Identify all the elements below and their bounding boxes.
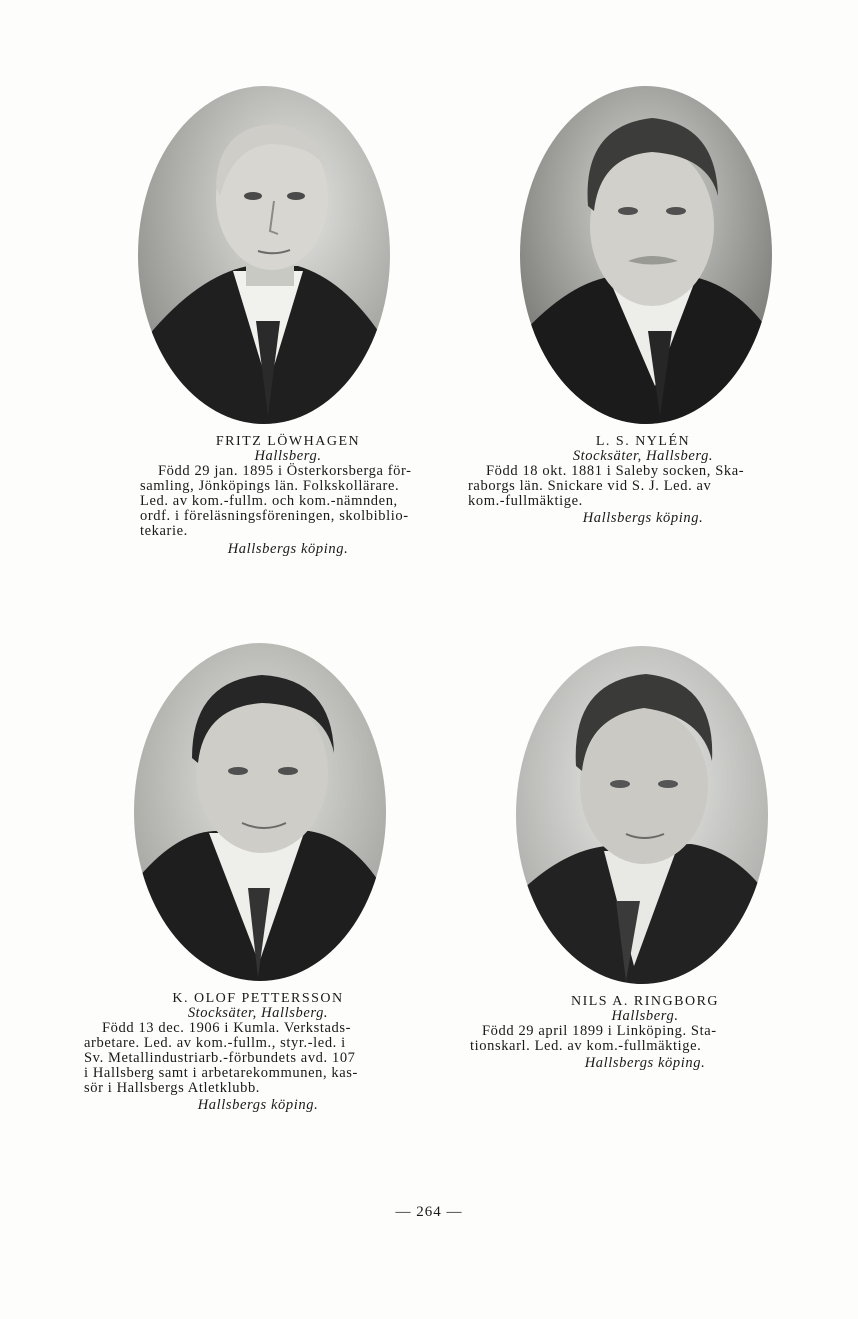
portrait-ls-nylen — [520, 86, 772, 424]
person-location: Hallsberg. — [611, 1008, 679, 1024]
bio-line: Född 29 jan. 1895 i Österkorsberga för- — [158, 463, 412, 479]
bio-line: i Hallsberg samt i arbetarekommunen, kas- — [84, 1065, 358, 1081]
bio-fritz-lowhagen — [140, 434, 436, 557]
person-location: Hallsberg. — [254, 448, 322, 464]
municipality: Hallsbergs köping. — [197, 1097, 319, 1113]
portrait-fritz-lowhagen — [138, 86, 390, 424]
person-name: K. OLOF PETTERSSON — [172, 991, 344, 1006]
bio-text — [84, 1021, 432, 1096]
person-name: FRITZ LÖWHAGEN — [215, 434, 361, 449]
bio-text — [468, 464, 818, 509]
person-name: NILS A. RINGBORG — [570, 994, 720, 1009]
portrait-nils-a-ringborg — [516, 646, 768, 984]
bio-nils-a-ringborg — [470, 994, 820, 1071]
bio-line: sör i Hallsbergs Atletklubb. — [84, 1080, 261, 1096]
municipality: Hallsbergs köping. — [582, 510, 704, 526]
person-location: Stocksäter, Hallsberg. — [572, 448, 714, 464]
person-location: Stocksäter, Hallsberg. — [187, 1005, 329, 1021]
bio-line: arbetare. Led. av kom.-fullm., styr.-led. i — [84, 1035, 346, 1051]
municipality: Hallsbergs köping. — [227, 541, 349, 557]
bio-line: ordf. i föreläsningsföreningen, skolbiblio- — [140, 508, 409, 524]
portrait-k-olof-pettersson — [134, 643, 386, 981]
page-number: — 264 — — [395, 1204, 463, 1220]
bio-line: Född 29 april 1899 i Linköping. Sta- — [482, 1023, 717, 1039]
bio-line: tekarie. — [140, 523, 188, 539]
bio-text — [140, 464, 436, 539]
bio-line: Sv. Metallindustriarb.-förbundets avd. 107 — [84, 1050, 356, 1066]
bio-line: raborgs län. Snickare vid S. J. Led. av — [468, 478, 712, 494]
bio-line: kom.-fullmäktige. — [468, 493, 583, 509]
bio-line: tionskarl. Led. av kom.-fullmäktige. — [470, 1038, 702, 1054]
bio-line: Led. av kom.-fullm. och kom.-nämnden, — [140, 493, 398, 509]
municipality: Hallsbergs köping. — [584, 1055, 706, 1071]
bio-text — [470, 1024, 820, 1054]
person-name: L. S. NYLÉN — [595, 434, 691, 449]
bio-ls-nylen — [468, 434, 818, 526]
bio-line: Född 18 okt. 1881 i Saleby socken, Ska- — [486, 463, 745, 479]
bio-line: samling, Jönköpings län. Folkskollärare. — [140, 478, 400, 494]
bio-line: Född 13 dec. 1906 i Kumla. Verkstads- — [102, 1020, 352, 1036]
bio-k-olof-pettersson — [84, 991, 432, 1113]
